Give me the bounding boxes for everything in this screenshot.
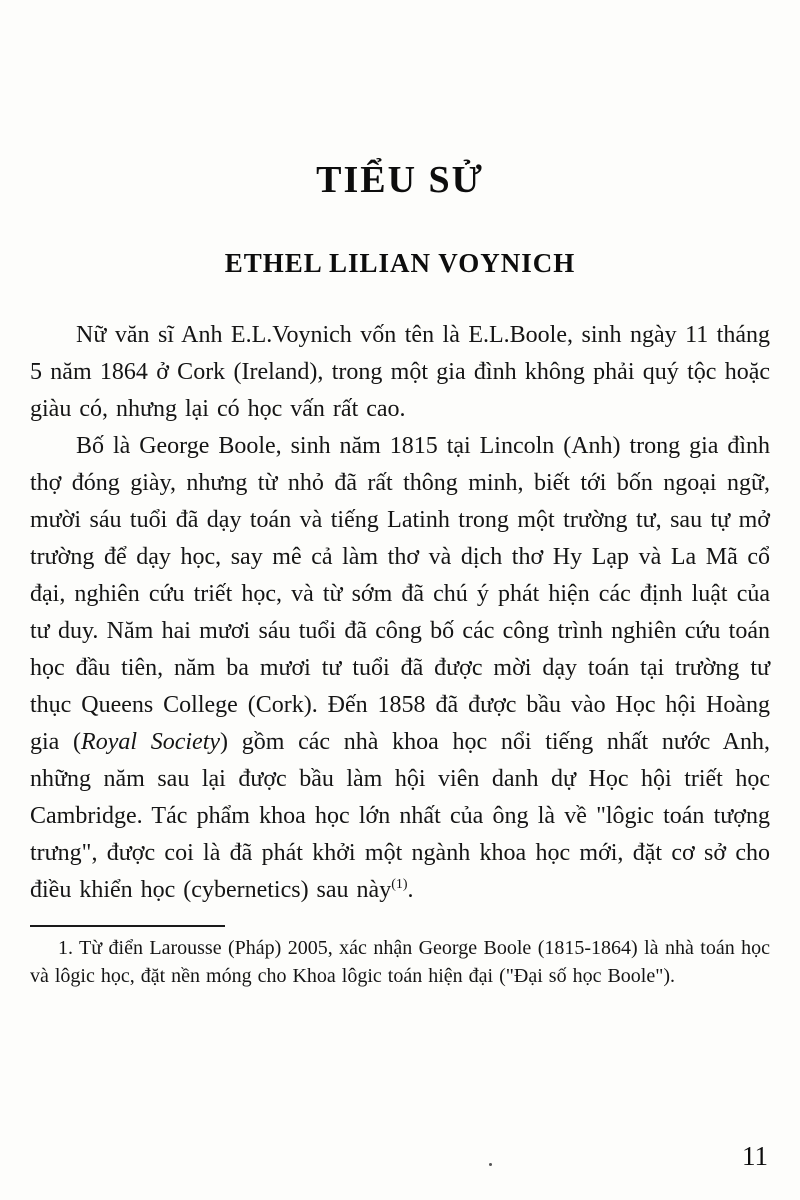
paragraph-2 — [30, 428, 770, 909]
page-title: TIỂU SỬ — [316, 159, 484, 201]
page-subtitle: ETHEL LILIAN VOYNICH — [224, 248, 576, 278]
paragraph-2-text-3: . — [407, 877, 414, 903]
page-number: 11 — [742, 1141, 768, 1171]
footnote-text: 1. Từ điển Larousse (Pháp) 2005, xác nhận George Boole (1815-1864) là nhà toán học và lôgic học, đặt nền móng cho Khoa lôgic toán hiện đại ("Đại số học Boole"). — [30, 937, 770, 987]
paragraph-2-text-1: Bố là George Boole, sinh năm 1815 tại Lincoln (Anh) trong gia đình thợ đóng giày, nhưng từ nhỏ đã rất thông minh, biết tới bốn ngoại ngữ, mười sáu tuổi đã dạy toán và tiếng Latinh trong một trường tư, sau tự mở trường để dạy học, say mê cả làm thơ và dịch thơ Hy Lạp và La Mã cổ đại, nghiên cứu triết học, và từ sớm đã chú ý phát hiện các định luật của tư duy. Năm hai mươi sáu tuổi đã công bố các công trình nghiên cứu toán học đầu tiên, năm ba mươi tư tuổi đã được mời dạy toán tại trường tư thục Queens College (Cork). Đến 1858 đã được bầu vào Học hội Hoàng gia ( — [30, 433, 770, 755]
footnote-separator-rule — [30, 925, 225, 927]
paragraph-2-text-2: ) gồm các nhà khoa học nổi tiếng nhất nước Anh, những năm sau lại được bầu làm hội viên danh dự Học hội triết học Cambridge. Tác phẩm khoa học lớn nhất của ông là về "lôgic toán tượng trưng", được coi là đã phát khởi một ngành khoa học mới, đặt cơ sở cho điều khiển học (cybernetics) sau này — [30, 729, 770, 903]
royal-society-italic: Royal Society — [81, 729, 221, 755]
footnote-reference-marker: (1) — [391, 877, 408, 892]
paragraph-1: Nữ văn sĩ Anh E.L.Voynich vốn tên là E.L.Boole, sinh ngày 11 tháng 5 năm 1864 ở Cork (Ireland), trong một gia đình không phải quý tộc hoặc giàu có, nhưng lại có học vấn rất cao. — [30, 322, 770, 422]
print-artifact-dot — [489, 1163, 492, 1166]
body-text — [30, 317, 770, 909]
